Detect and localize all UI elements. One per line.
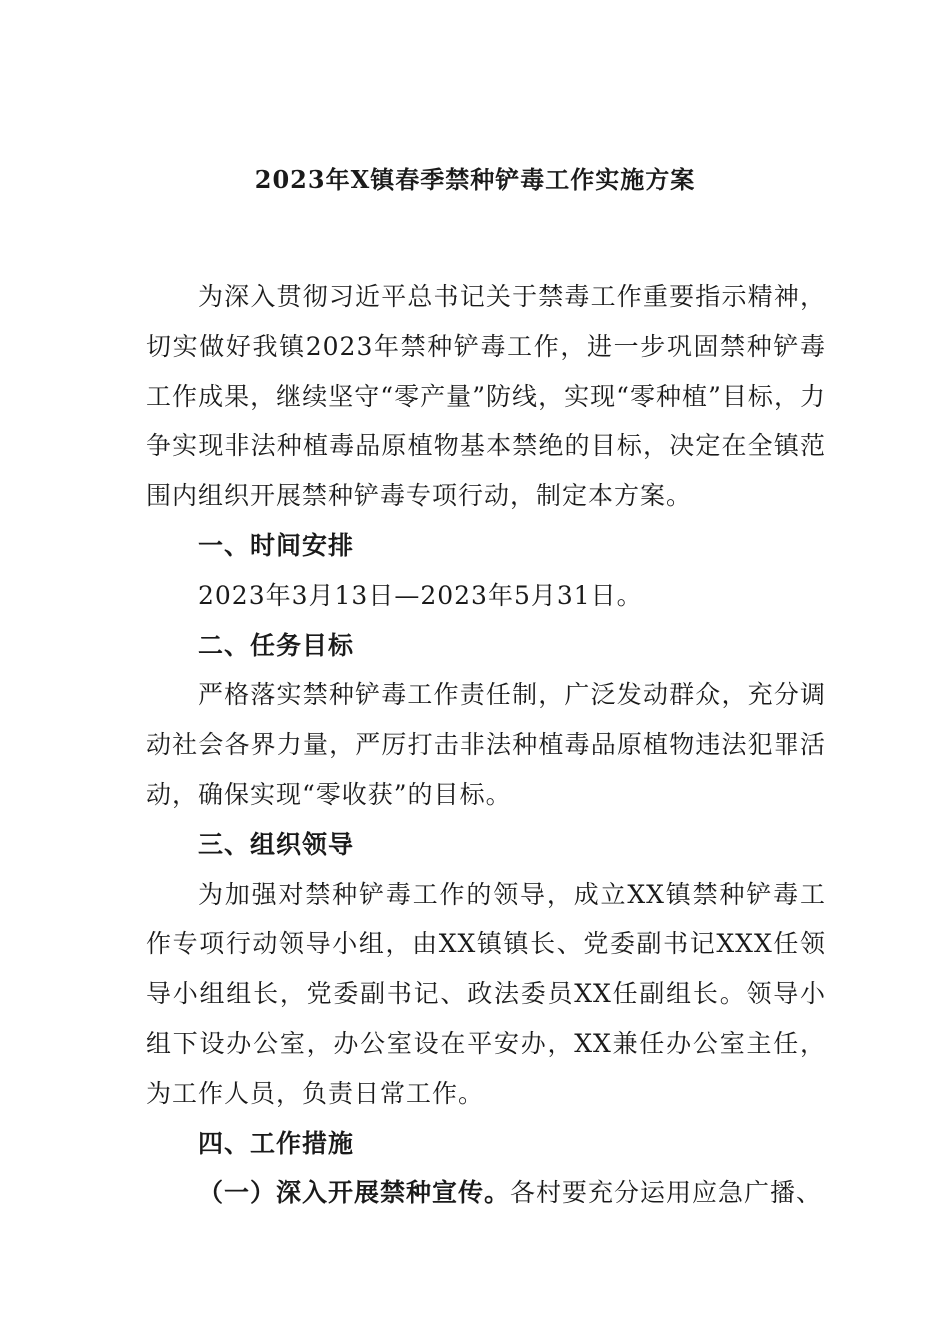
section-text-leadership: 为加强对禁种铲毒工作的领导，成立XX镇禁种铲毒工作专项行动领导小组，由XX镇镇长、党委副书记XXX任领导小组组长，党委副书记、政法委员XX任副组长。领导小组下设办公室，办公室设在平安办，XX兼任办公室主任，为工作人员，负责日常工作。 [146,879,826,1108]
document-body [146,272,826,1218]
section-text-schedule: 2023年3月13日—2023年5月31日。 [198,580,643,610]
section-heading-leadership: 三、组织领导 [198,829,355,859]
measure-1-lead: （一）深入开展禁种宣传。 [198,1178,511,1208]
section-heading-schedule: 一、时间安排 [198,530,355,560]
measure-1-text: 各村要充分运用应急广播、 [510,1178,823,1208]
section-heading-measures: 四、工作措施 [198,1128,355,1158]
document-title: 2023年X镇春季禁种铲毒工作实施方案 [254,165,696,194]
section-heading-goals: 二、任务目标 [198,630,355,660]
section-text-goals: 严格落实禁种铲毒工作责任制，广泛发动群众，充分调动社会各界力量，严厉打击非法种植毒品原植物违法犯罪活动，确保实现“零收获”的目标。 [146,680,826,809]
measure-1-paragraph [146,1168,826,1218]
intro-paragraph: 为深入贯彻习近平总书记关于禁毒工作重要指示精神，切实做好我镇2023年禁种铲毒工作，进一步巩固禁种铲毒工作成果，继续坚守“零产量”防线，实现“零种植”目标，力争实现非法种植毒品原植物基本禁绝的目标，决定在全镇范围内组织开展禁种铲毒专项行动，制定本方案。 [146,282,826,511]
